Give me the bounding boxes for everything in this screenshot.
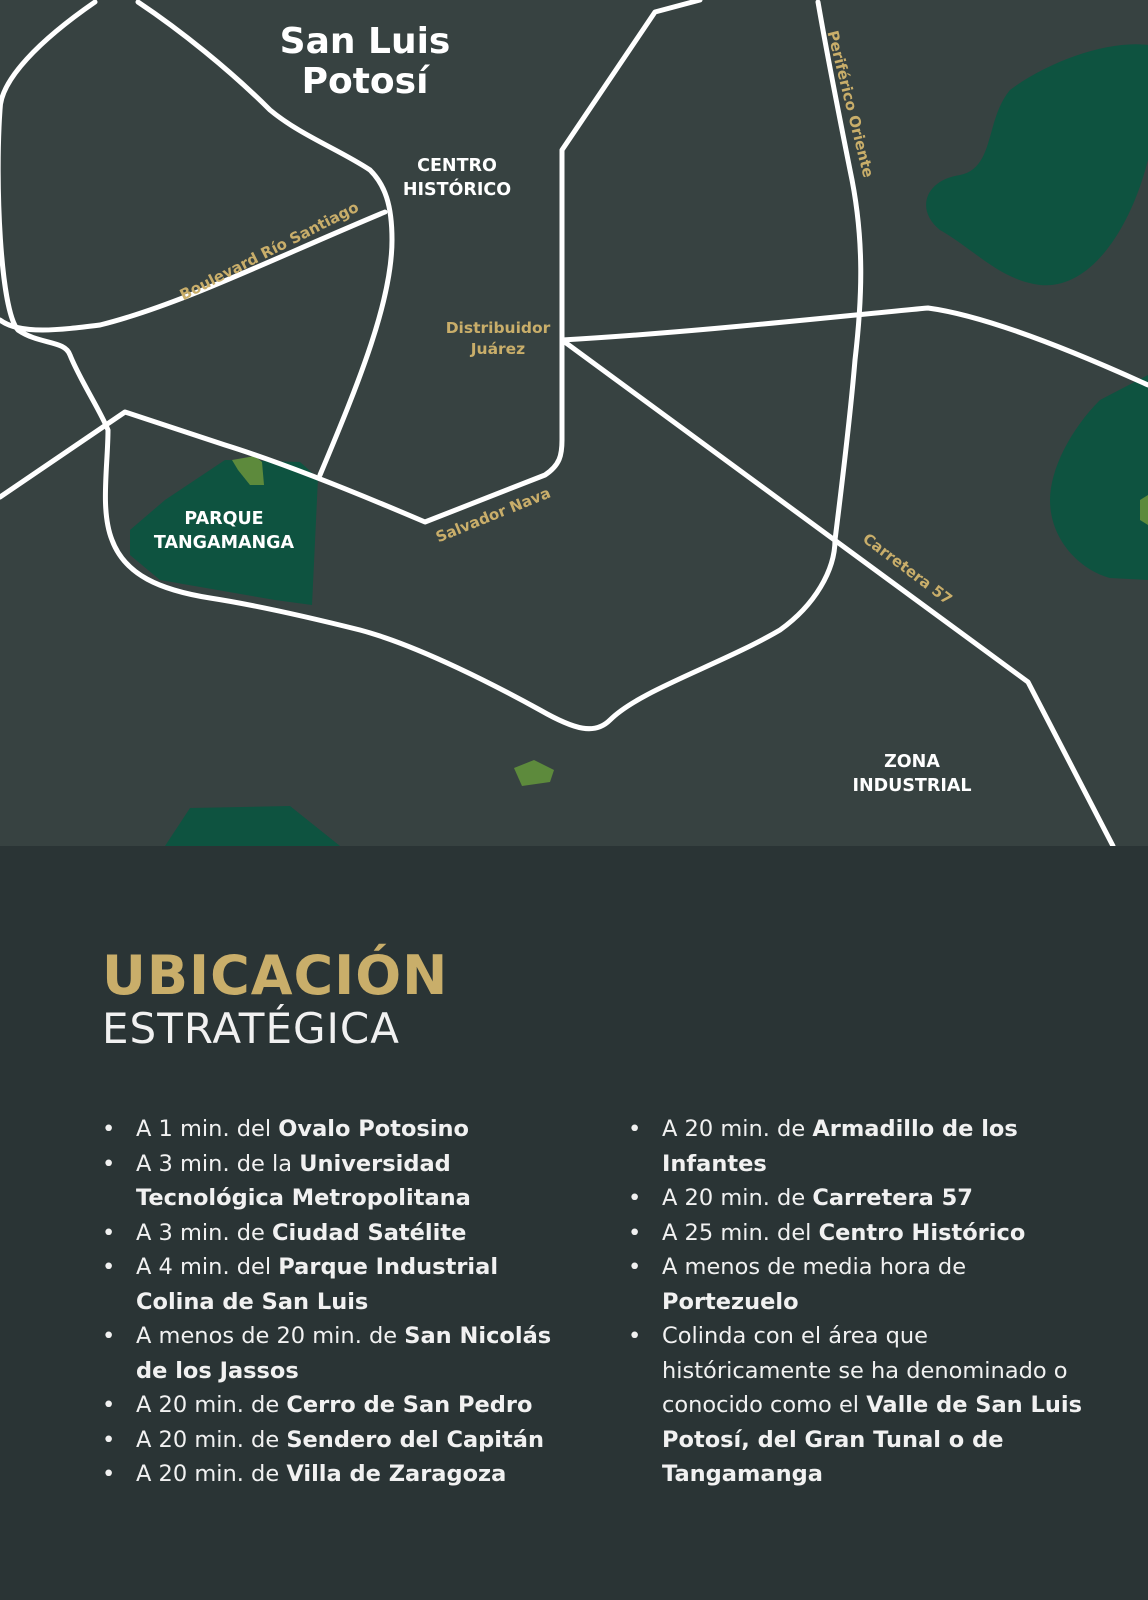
road-loop-northwest xyxy=(0,2,861,729)
list-item: • A 20 min. de Armadillo de los Infantes xyxy=(628,1112,1098,1181)
list-item: • A 3 min. de la Universidad Tecnológica Metropolitana xyxy=(102,1147,572,1216)
location-list-left xyxy=(102,1112,572,1492)
city-title-line-2: Potosí xyxy=(301,61,429,102)
list-item: • A 20 min. de Carretera 57 xyxy=(628,1181,1098,1216)
list-item: • A 20 min. de Cerro de San Pedro xyxy=(102,1388,572,1423)
road-label-periferico: Periférico Oriente xyxy=(823,28,878,180)
label-centro-line-1: CENTRO xyxy=(417,156,497,176)
green-patch-east-edge xyxy=(1140,495,1148,525)
road-label-carretera-57: Carretera 57 xyxy=(859,529,956,609)
list-item: • A 1 min. del Ovalo Potosino xyxy=(102,1112,572,1147)
label-parque-tangamanga xyxy=(134,507,314,555)
label-centro-line-2: HISTÓRICO xyxy=(402,180,512,200)
list-item: • A 25 min. del Centro Histórico xyxy=(628,1216,1098,1251)
info-section xyxy=(0,846,1148,1600)
location-list-right xyxy=(628,1112,1098,1492)
list-item: • A 4 min. del Parque Industrial Colina de San Luis xyxy=(102,1250,572,1319)
city-title-line-1: San Luis xyxy=(279,21,451,62)
green-patch-south xyxy=(514,760,554,786)
label-zona-industrial xyxy=(832,750,992,798)
green-area-east-lower xyxy=(1050,375,1148,580)
city-title xyxy=(260,22,470,102)
list-item: • A menos de 20 min. de San Nicolás de los Jassos xyxy=(102,1319,572,1388)
road-label-salvador-nava: Salvador Nava xyxy=(433,483,554,547)
label-distribuidor-juarez xyxy=(432,318,564,360)
list-item: • A 20 min. de Sendero del Capitán xyxy=(102,1423,572,1458)
list-item: • A 20 min. de Villa de Zaragoza xyxy=(102,1457,572,1492)
label-zona-line-1: ZONA xyxy=(884,752,940,772)
label-distribuidor-line-1: Distribuidor xyxy=(445,319,551,337)
label-parque-line-2: TANGAMANGA xyxy=(153,533,295,553)
list-item: • A menos de media hora de Portezuelo xyxy=(628,1250,1098,1319)
green-area-east xyxy=(926,44,1148,285)
label-parque-line-1: PARQUE xyxy=(184,509,264,529)
road-label-boulevard: Boulevard Río Santiago xyxy=(176,197,362,305)
label-zona-line-2: INDUSTRIAL xyxy=(852,776,972,796)
green-area-bottom-left xyxy=(165,806,340,846)
heading-estrategica: ESTRATÉGICA xyxy=(102,1004,400,1053)
label-distribuidor-line-2: Juárez xyxy=(470,340,526,358)
list-item: • Colinda con el área que históricamente se ha denominado o conocido como el Valle de San Luis Potosí, del Gran Tunal o de Tangamanga xyxy=(628,1319,1098,1492)
heading-ubicacion: UBICACIÓN xyxy=(102,944,449,1007)
list-item: • A 3 min. de Ciudad Satélite xyxy=(102,1216,572,1251)
label-centro-historico xyxy=(380,154,534,202)
